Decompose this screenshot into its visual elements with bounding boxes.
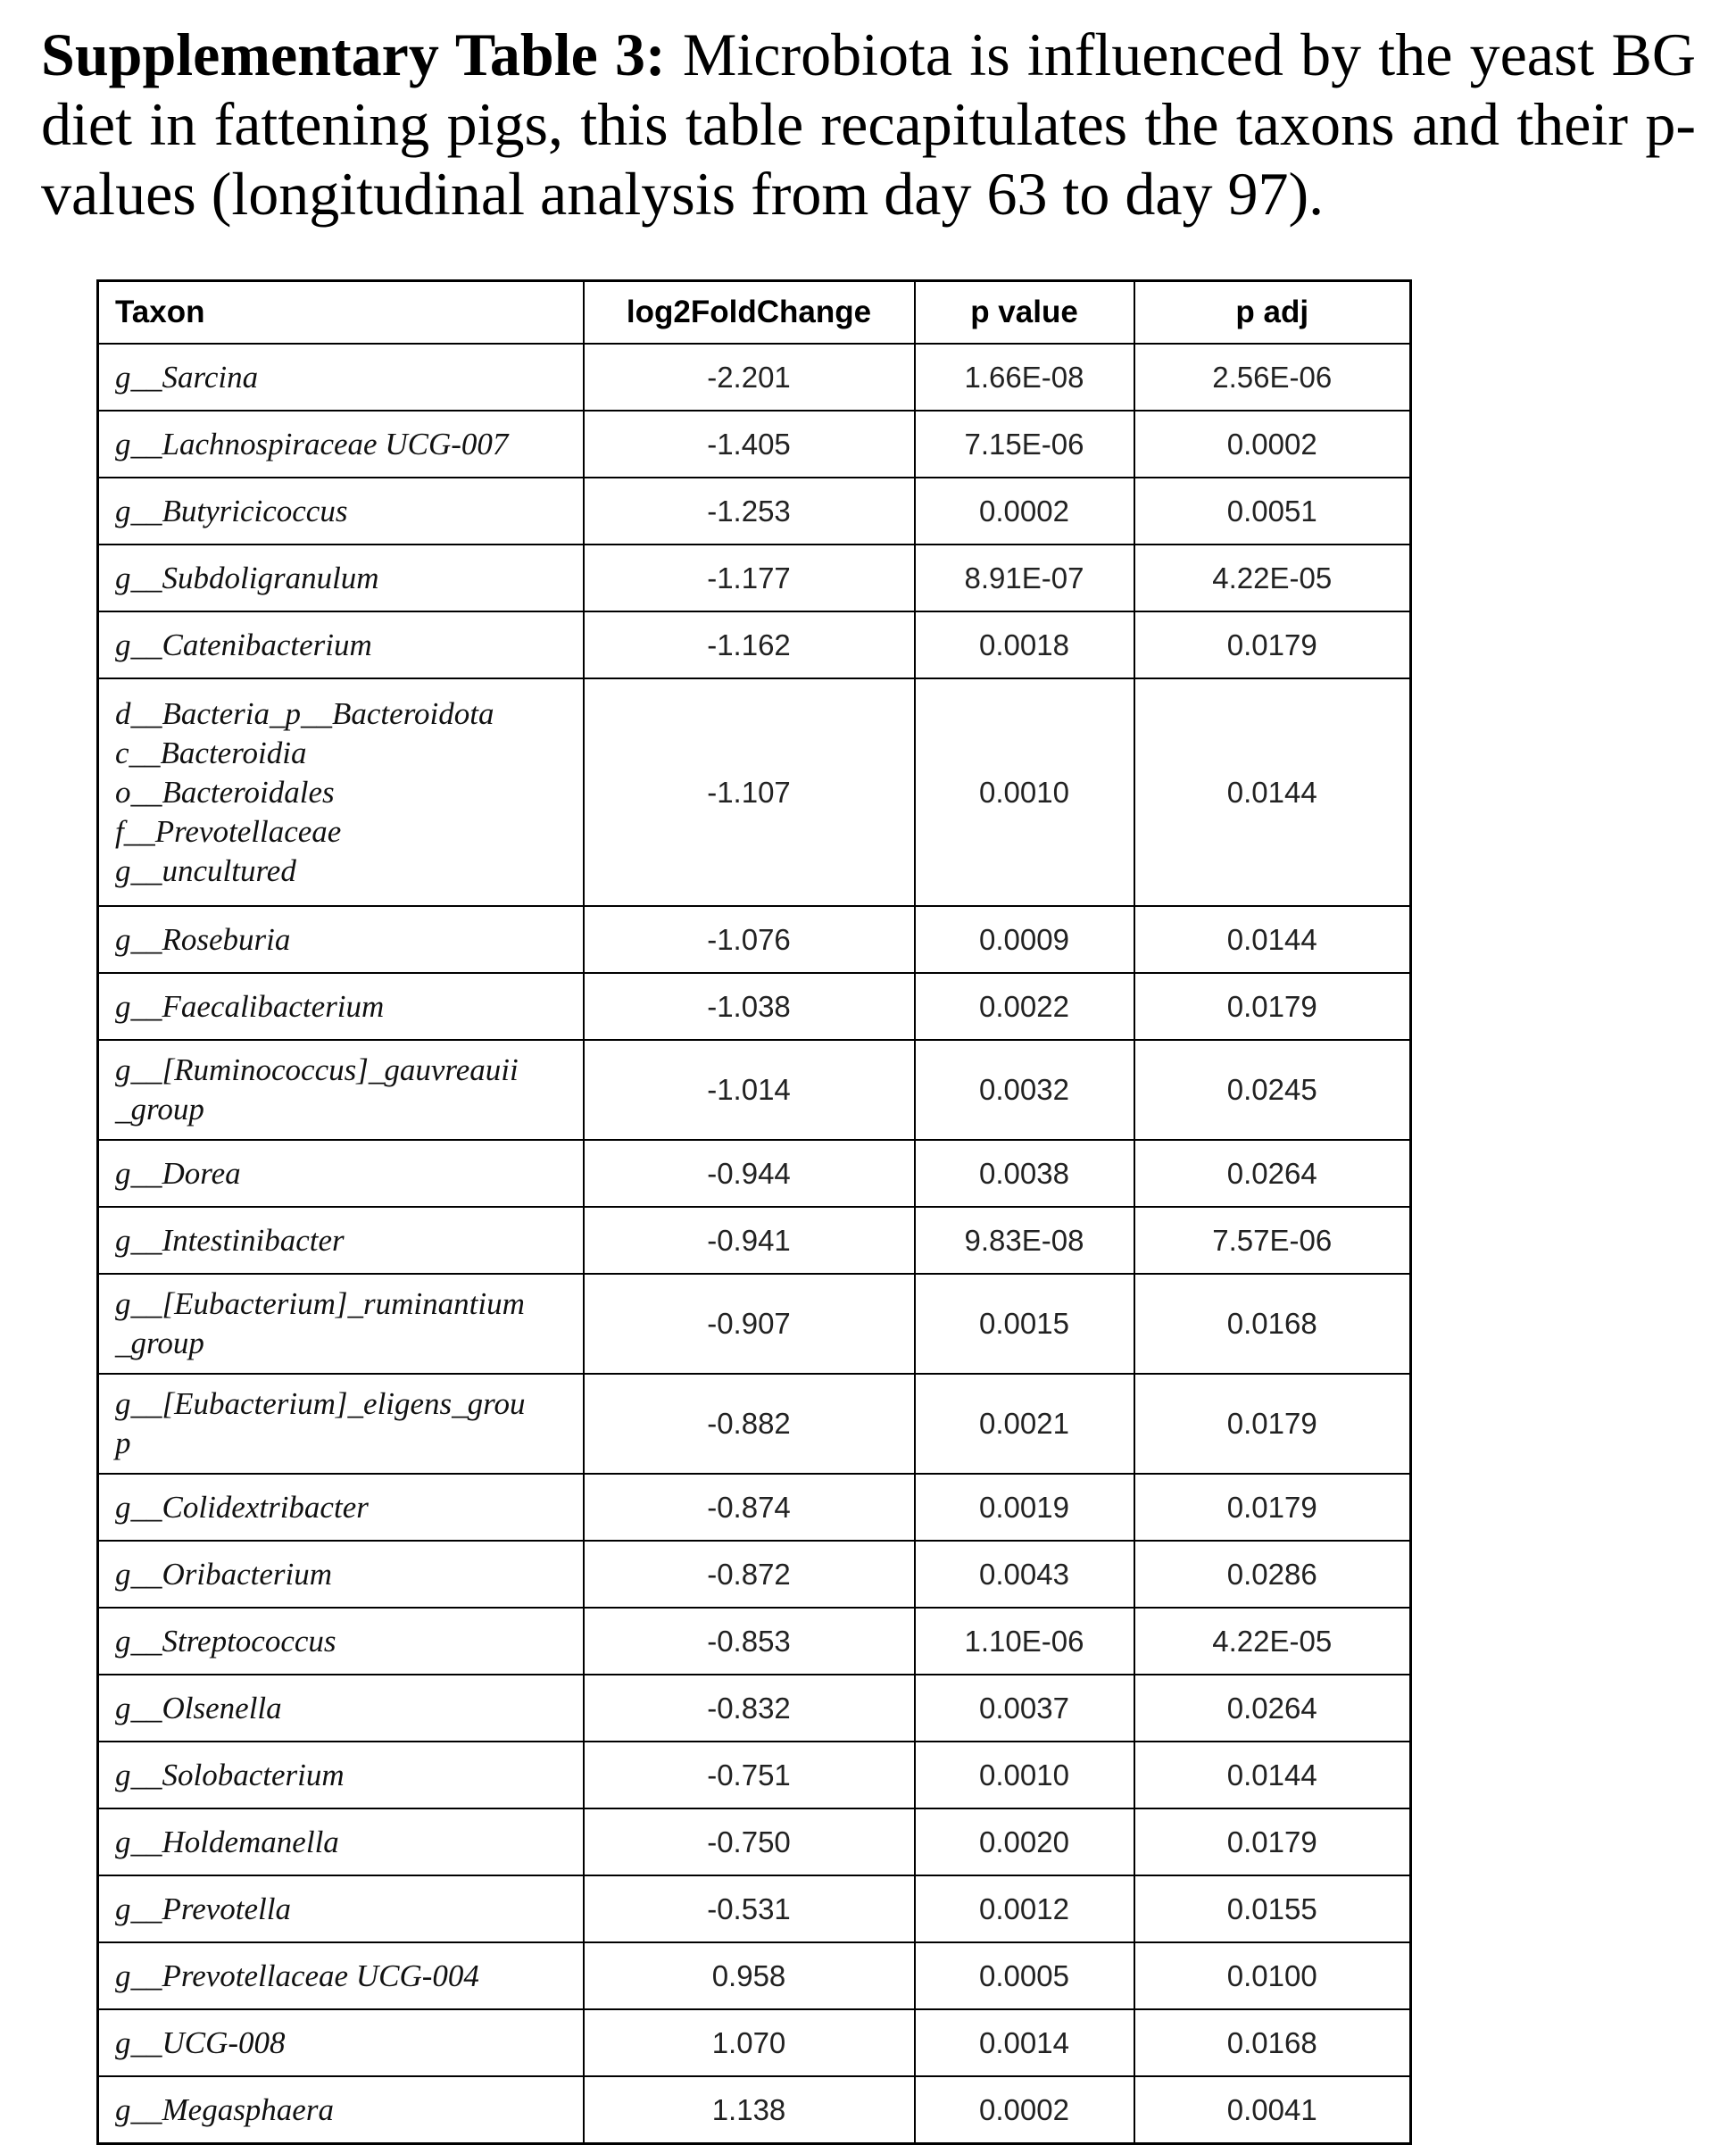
- taxon-cell: [98, 1808, 584, 1875]
- taxon-name-line: d__Bacteria_p__Bacteroidota: [115, 695, 494, 731]
- p-adj-cell: 0.0264: [1134, 1675, 1411, 1742]
- log2foldchange-cell: -0.872: [584, 1541, 915, 1608]
- p-value-cell: 8.91E-07: [915, 545, 1134, 611]
- taxon-name-line: g__Prevotella: [115, 1891, 291, 1926]
- p-value-cell: 0.0012: [915, 1875, 1134, 1942]
- taxon-name-line: g__Dorea: [115, 1155, 241, 1191]
- table-row: [98, 1742, 1411, 1808]
- taxon-name-line: g__Solobacterium: [115, 1757, 345, 1792]
- log2foldchange-cell: -1.253: [584, 478, 915, 545]
- p-value-cell: 0.0032: [915, 1040, 1134, 1140]
- taxon-name-line: g__Subdoligranulum: [115, 560, 379, 595]
- p-adj-cell: 0.0144: [1134, 678, 1411, 906]
- taxon-name-line: g__[Eubacterium]_eligens_grou: [115, 1386, 526, 1421]
- header-p-value: p value: [915, 281, 1134, 345]
- log2foldchange-cell: -1.162: [584, 611, 915, 678]
- taxon-name-line: g__uncultured: [115, 852, 296, 888]
- table-row: [98, 1474, 1411, 1541]
- taxon-cell: [98, 344, 584, 411]
- p-adj-cell: 0.0144: [1134, 906, 1411, 973]
- p-adj-cell: 0.0179: [1134, 973, 1411, 1040]
- p-value-cell: 0.0010: [915, 1742, 1134, 1808]
- table-row: [98, 906, 1411, 973]
- p-adj-cell: 0.0179: [1134, 1808, 1411, 1875]
- table-row: [98, 1274, 1411, 1374]
- taxon-cell: [98, 906, 584, 973]
- taxon-name-line: g__Holdemanella: [115, 1824, 339, 1859]
- log2foldchange-cell: 0.958: [584, 1942, 915, 2009]
- p-adj-cell: 0.0179: [1134, 1374, 1411, 1474]
- header-p-adj: p adj: [1134, 281, 1411, 345]
- p-adj-cell: 0.0002: [1134, 411, 1411, 478]
- taxon-cell: [98, 1140, 584, 1207]
- table-row: [98, 973, 1411, 1040]
- p-adj-cell: 0.0179: [1134, 1474, 1411, 1541]
- taxon-name-line: f__Prevotellaceae: [115, 813, 342, 849]
- taxon-cell: [98, 1374, 584, 1474]
- table-row: [98, 1942, 1411, 2009]
- taxon-cell: [98, 2076, 584, 2144]
- log2foldchange-cell: -1.177: [584, 545, 915, 611]
- table-row: [98, 411, 1411, 478]
- taxon-name-line: _group: [115, 1326, 204, 1360]
- table-row: [98, 1374, 1411, 1474]
- taxon-cell: [98, 1875, 584, 1942]
- taxon-cell: [98, 1541, 584, 1608]
- table-row: [98, 344, 1411, 411]
- taxon-cell: [98, 1675, 584, 1742]
- p-value-cell: 0.0019: [915, 1474, 1134, 1541]
- log2foldchange-cell: -0.882: [584, 1374, 915, 1474]
- taxon-cell: [98, 1608, 584, 1675]
- log2foldchange-cell: 1.138: [584, 2076, 915, 2144]
- table-caption: [41, 20, 1696, 229]
- taxon-name-line: g__Catenibacterium: [115, 627, 372, 662]
- p-value-cell: 1.10E-06: [915, 1608, 1134, 1675]
- table-header-row: [98, 281, 1411, 345]
- p-adj-cell: 0.0041: [1134, 2076, 1411, 2144]
- p-value-cell: 0.0022: [915, 973, 1134, 1040]
- p-value-cell: 0.0021: [915, 1374, 1134, 1474]
- p-adj-cell: 0.0144: [1134, 1742, 1411, 1808]
- p-value-cell: 0.0018: [915, 611, 1134, 678]
- log2foldchange-cell: -1.076: [584, 906, 915, 973]
- taxon-name-line: g__Faecalibacterium: [115, 988, 385, 1024]
- table-row: [98, 1541, 1411, 1608]
- taxon-name-line: c__Bacteroidia: [115, 735, 307, 770]
- p-adj-cell: 0.0168: [1134, 1274, 1411, 1374]
- taxon-name-line: g__[Eubacterium]_ruminantium: [115, 1286, 525, 1321]
- supplementary-table-container: [96, 279, 1412, 2145]
- p-adj-cell: 2.56E-06: [1134, 344, 1411, 411]
- taxon-cell: [98, 678, 584, 906]
- p-value-cell: 1.66E-08: [915, 344, 1134, 411]
- p-value-cell: 0.0015: [915, 1274, 1134, 1374]
- p-adj-cell: 0.0245: [1134, 1040, 1411, 1140]
- table-row: [98, 1875, 1411, 1942]
- table-row: [98, 1040, 1411, 1140]
- log2foldchange-cell: -0.751: [584, 1742, 915, 1808]
- taxon-name-line: g__Oribacterium: [115, 1556, 333, 1592]
- taxon-cell: [98, 1942, 584, 2009]
- taxon-name-line: g__Intestinibacter: [115, 1222, 345, 1258]
- taxon-name-line: g__Roseburia: [115, 921, 291, 957]
- taxon-cell: [98, 478, 584, 545]
- log2foldchange-cell: -2.201: [584, 344, 915, 411]
- taxon-name-line: g__[Ruminococcus]_gauvreauii: [115, 1052, 519, 1087]
- taxon-name-line: g__Megasphaera: [115, 2091, 334, 2127]
- p-value-cell: 0.0020: [915, 1808, 1134, 1875]
- p-value-cell: 0.0005: [915, 1942, 1134, 2009]
- p-value-cell: 0.0038: [915, 1140, 1134, 1207]
- table-row: [98, 1140, 1411, 1207]
- table-row: [98, 1207, 1411, 1274]
- taxon-cell: [98, 1742, 584, 1808]
- log2foldchange-cell: -1.107: [584, 678, 915, 906]
- p-value-cell: 0.0002: [915, 478, 1134, 545]
- p-adj-cell: 4.22E-05: [1134, 1608, 1411, 1675]
- table-row: [98, 611, 1411, 678]
- taxon-cell: [98, 1040, 584, 1140]
- p-value-cell: 0.0010: [915, 678, 1134, 906]
- log2foldchange-cell: -0.750: [584, 1808, 915, 1875]
- table-row: [98, 678, 1411, 906]
- log2foldchange-cell: -0.853: [584, 1608, 915, 1675]
- p-adj-cell: 0.0155: [1134, 1875, 1411, 1942]
- p-value-cell: 0.0002: [915, 2076, 1134, 2144]
- taxon-name-line: o__Bacteroidales: [115, 774, 335, 810]
- p-adj-cell: 7.57E-06: [1134, 1207, 1411, 1274]
- p-adj-cell: 0.0100: [1134, 1942, 1411, 2009]
- table-row: [98, 1675, 1411, 1742]
- taxon-name-line: g__Colidextribacter: [115, 1489, 369, 1525]
- p-value-cell: 0.0043: [915, 1541, 1134, 1608]
- log2foldchange-cell: -0.531: [584, 1875, 915, 1942]
- p-value-cell: 0.0009: [915, 906, 1134, 973]
- caption-text: Microbiota is influenced by the yeast BG diet in fattening pigs, this table recapitulates the taxons and their p-values (longitudinal analysis from day 63 to day 97).: [41, 21, 1697, 228]
- p-value-cell: 0.0014: [915, 2009, 1134, 2076]
- p-adj-cell: 0.0179: [1134, 611, 1411, 678]
- log2foldchange-cell: -0.874: [584, 1474, 915, 1541]
- taxon-name-line: g__Butyricicoccus: [115, 493, 348, 528]
- p-value-cell: 0.0037: [915, 1675, 1134, 1742]
- taxon-cell: [98, 1207, 584, 1274]
- log2foldchange-cell: -0.907: [584, 1274, 915, 1374]
- taxon-name-line: g__Sarcina: [115, 359, 259, 395]
- header-log2foldchange: log2FoldChange: [584, 281, 915, 345]
- taxon-name-line: g__UCG-008: [115, 2024, 286, 2060]
- taxon-name-line: g__Streptococcus: [115, 1623, 336, 1659]
- log2foldchange-cell: -0.944: [584, 1140, 915, 1207]
- taxon-cell: [98, 973, 584, 1040]
- p-value-cell: 7.15E-06: [915, 411, 1134, 478]
- table-row: [98, 2009, 1411, 2076]
- log2foldchange-cell: -1.014: [584, 1040, 915, 1140]
- p-value-cell: 9.83E-08: [915, 1207, 1134, 1274]
- log2foldchange-cell: -1.405: [584, 411, 915, 478]
- caption-label: Supplementary Table 3:: [41, 21, 666, 88]
- table-row: [98, 478, 1411, 545]
- taxon-name-line: p: [115, 1426, 131, 1460]
- taxon-cell: [98, 545, 584, 611]
- taxon-name-line: _group: [115, 1092, 204, 1127]
- table-row: [98, 545, 1411, 611]
- p-adj-cell: 0.0051: [1134, 478, 1411, 545]
- log2foldchange-cell: -0.832: [584, 1675, 915, 1742]
- p-adj-cell: 0.0264: [1134, 1140, 1411, 1207]
- p-adj-cell: 0.0286: [1134, 1541, 1411, 1608]
- header-taxon: Taxon: [98, 281, 584, 345]
- log2foldchange-cell: 1.070: [584, 2009, 915, 2076]
- p-adj-cell: 4.22E-05: [1134, 545, 1411, 611]
- table-row: [98, 2076, 1411, 2144]
- table-body: [98, 344, 1411, 2144]
- log2foldchange-cell: -1.038: [584, 973, 915, 1040]
- table-row: [98, 1608, 1411, 1675]
- taxon-cell: [98, 1474, 584, 1541]
- taxon-cell: [98, 2009, 584, 2076]
- log2foldchange-cell: -0.941: [584, 1207, 915, 1274]
- taxon-cell: [98, 411, 584, 478]
- taxon-name-line: g__Lachnospiraceae UCG-007: [115, 426, 509, 461]
- taxon-name-line: g__Prevotellaceae UCG-004: [115, 1958, 479, 1993]
- taxon-name-line: g__Olsenella: [115, 1690, 282, 1725]
- supplementary-table: [96, 279, 1412, 2145]
- table-row: [98, 1808, 1411, 1875]
- taxon-cell: [98, 611, 584, 678]
- p-adj-cell: 0.0168: [1134, 2009, 1411, 2076]
- taxon-cell: [98, 1274, 584, 1374]
